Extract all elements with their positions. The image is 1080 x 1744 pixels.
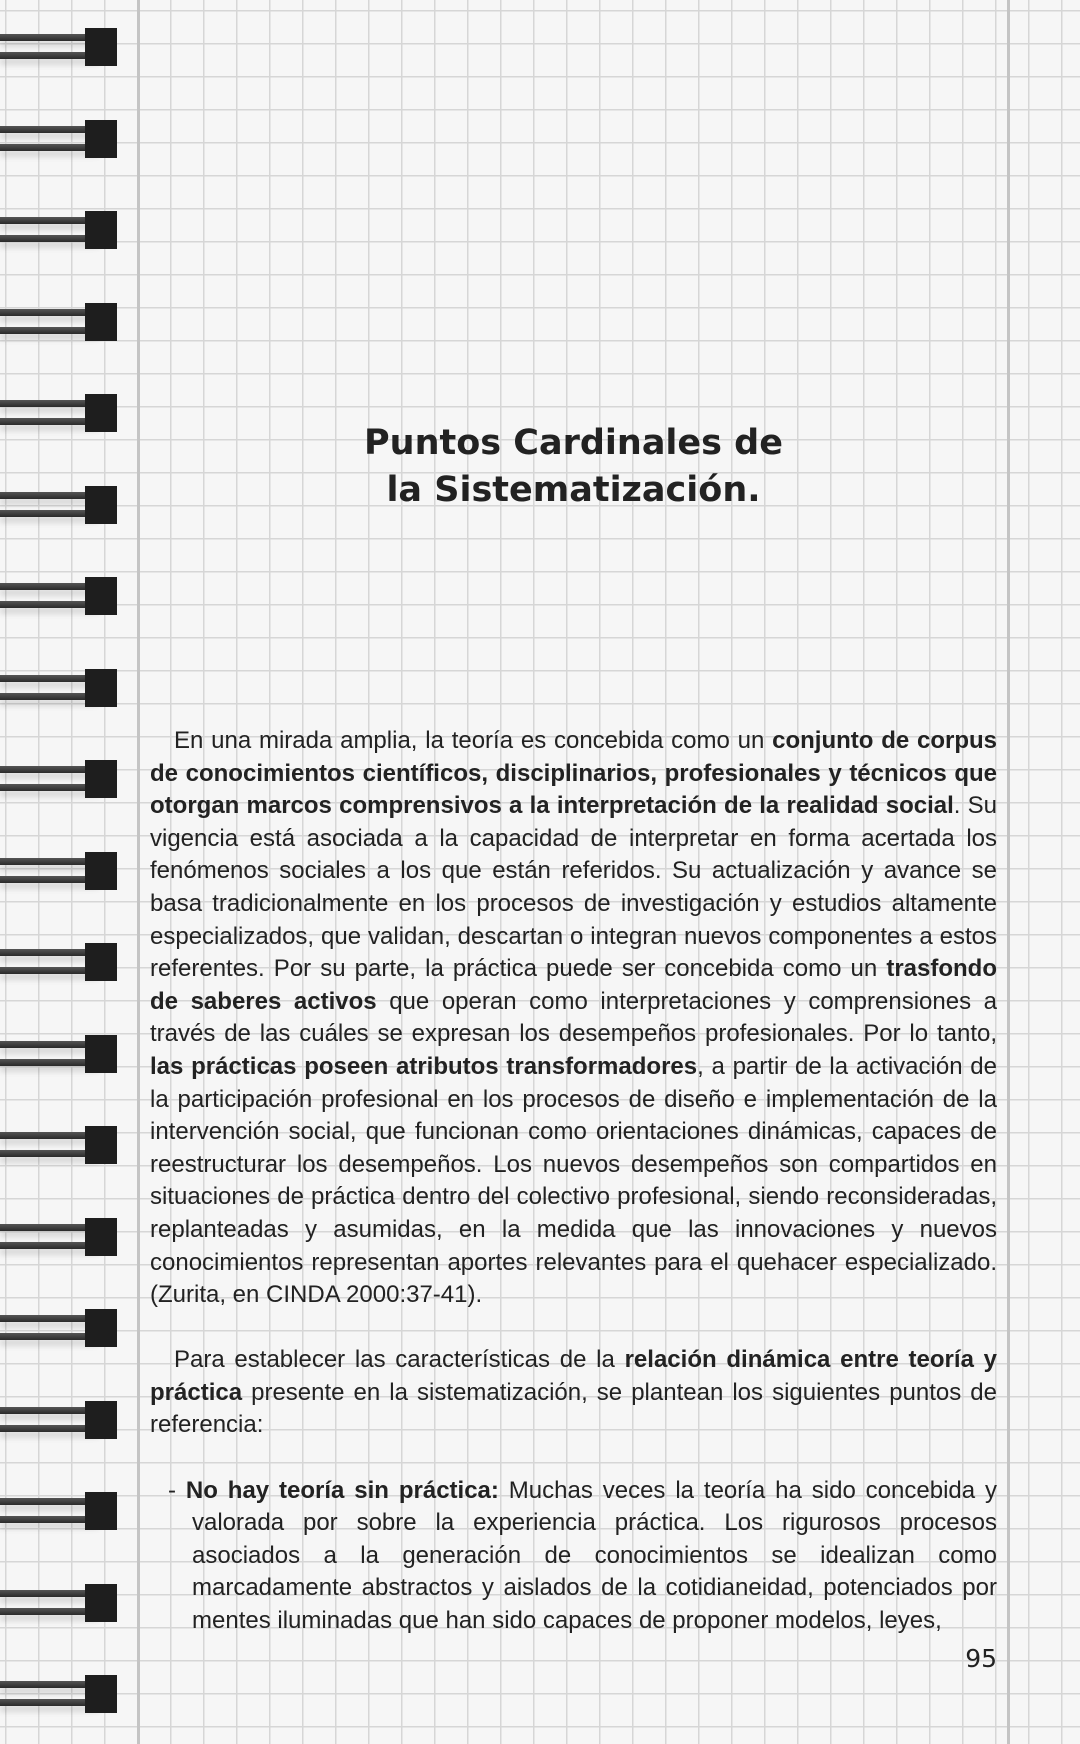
spiral-ring [0,943,118,981]
title-line-2: la Sistematización. [386,470,761,510]
spiral-ring [0,1584,118,1622]
text-run: . Su vigencia está asociada a la capacidad de interpretar en forma acertada los fenómenos sociales a los que están referidos. Su actualización y avance se basa tradicionalmente en los procesos de investigación y estudios altamente especializados, que validan, descartan o integran nuevos componentes a estos referentes. Por su parte, la práctica puede ser concebida como un [150,792,997,983]
spiral-ring [0,303,118,341]
text-run: Para establecer las características de la [174,1346,625,1374]
spiral-ring [0,120,118,158]
margin-line-right [1007,0,1010,1744]
bold-text: conjunto de corpus de conocimientos científicos, disciplinarios, profesionales y técnicos que otorgan marcos comprensivos a la interpretación de la realidad social [150,727,997,820]
page-content [150,725,997,1676]
spiral-ring [0,486,118,524]
spiral-ring [0,1035,118,1073]
spiral-ring [0,760,118,798]
spiral-ring [0,1218,118,1256]
bold-text: las prácticas poseen atributos transformadores [150,1052,698,1080]
bold-text: trasfondo de saberes activos [150,955,997,1015]
bullet-item [150,1475,997,1638]
text-run: , a partir de la activación de la participación profesional en los procesos de diseño e implementación de la intervención social, que funcionan como orientaciones dinámicas, capaces de reestructurar los desempeños. Los nuevos desempeños son compartidos en situaciones de práctica dentro del colectivo profesional, siendo reconsideradas, replanteadas y asumidas, en la medida que las innovaciones y nuevos conocimientos representan aportes relevantes para el quehacer especializado. (Zurita, en CINDA 2000:37-41). [150,1052,997,1309]
text-run: que operan como interpretaciones y comprensiones a través de las cuáles se expresan los desempeños profesionales. Por lo tanto, [150,987,998,1048]
spiral-ring [0,669,118,707]
spiral-ring [0,1675,118,1713]
spiral-ring [0,577,118,615]
paragraph [150,1344,997,1442]
text-run: En una mirada amplia, la teoría es concebida como un [174,727,773,754]
text-run: Muchas veces la teoría ha sido concebida y valorada por sobre la experiencia práctica. Los rigurosos procesos asociados a la generación de conocimientos se idealizan como marcadamente abstractos y aislados de la cotidianeidad, potenciados por mentes iluminadas que han sido capaces de proponer modelos, leyes, [192,1476,997,1635]
title-line-1: Puntos Cardinales de [364,423,783,463]
body-text [150,725,997,1638]
paragraph [150,725,997,1312]
spiral-ring [0,1126,118,1164]
page-number: 95 [965,1643,997,1673]
text-run: - [168,1476,186,1504]
spiral-ring [0,1309,118,1347]
spiral-ring [0,1492,118,1530]
bold-text: relación dinámica entre teoría y práctica [150,1346,997,1406]
margin-line-left [137,0,140,1744]
spiral-ring [0,852,118,890]
page-title [140,420,1007,514]
spiral-ring [0,1401,118,1439]
text-run: presente en la sistematización, se plantean los siguientes puntos de referencia: [150,1378,997,1439]
spiral-ring [0,211,118,249]
spiral-ring [0,394,118,432]
spiral-ring [0,28,118,66]
bold-text: No hay teoría sin práctica: [185,1476,499,1504]
